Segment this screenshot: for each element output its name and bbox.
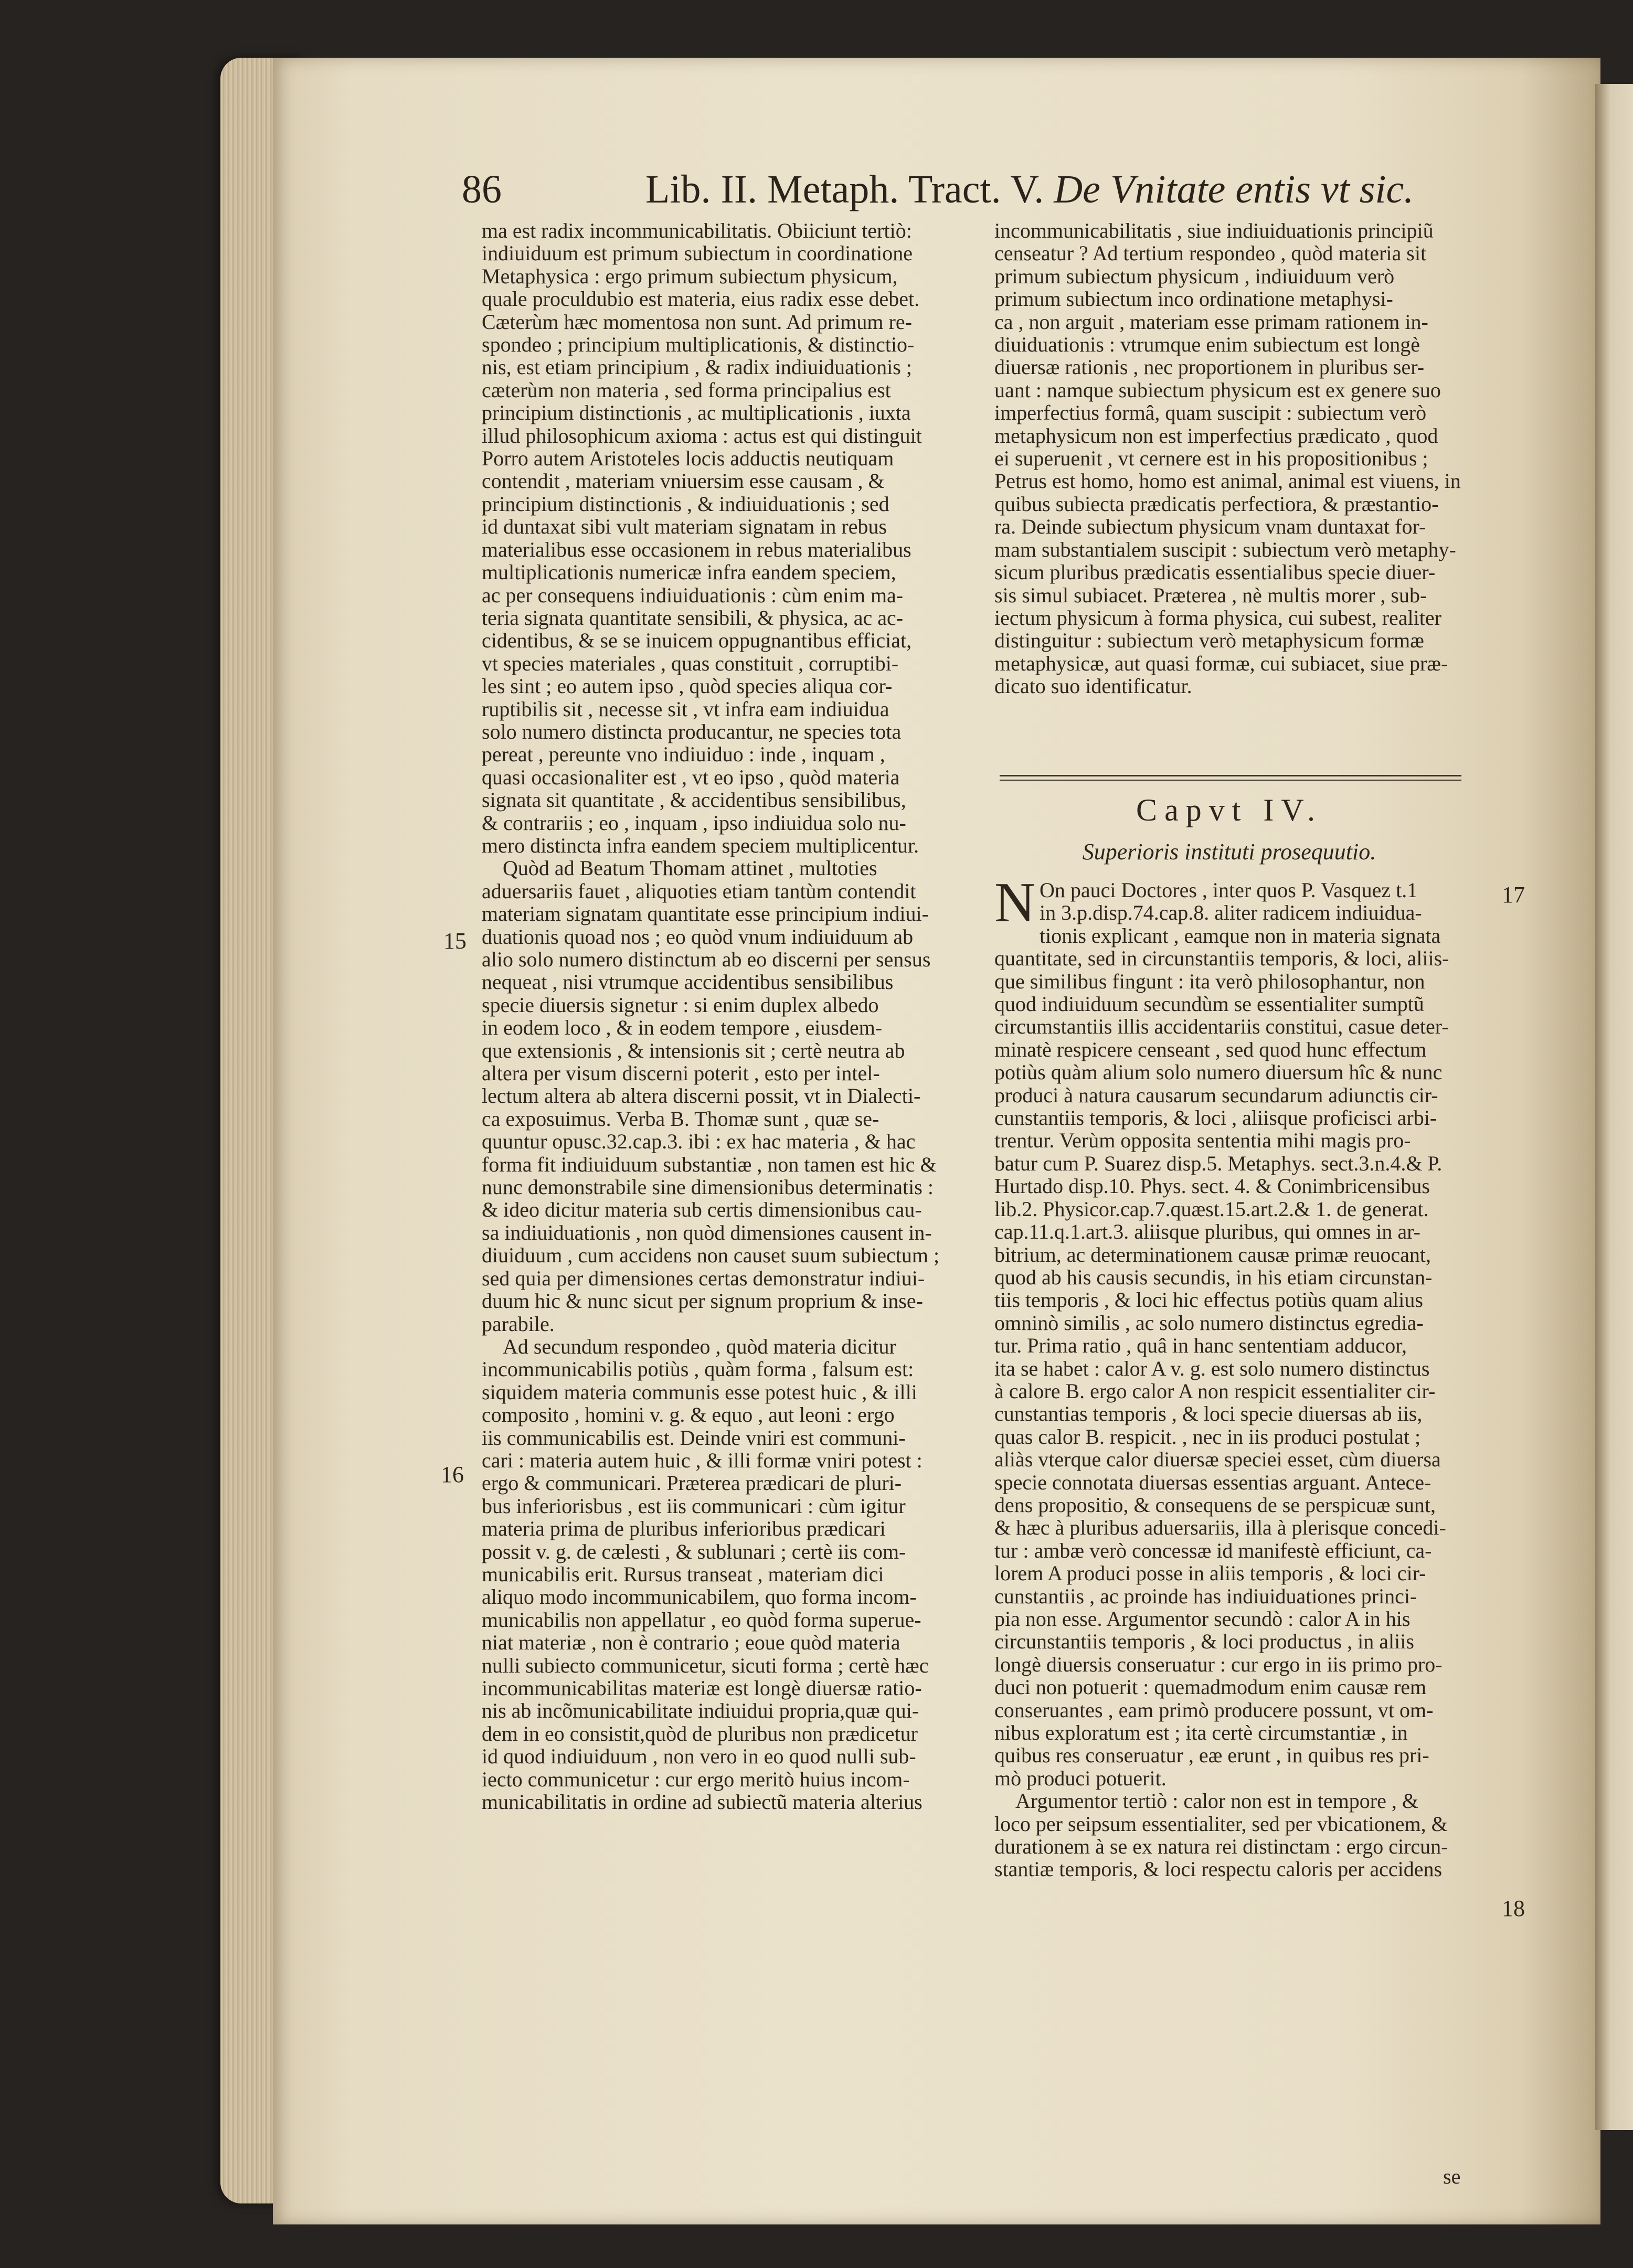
chapter-heading: Capvt IV. [1136, 793, 1322, 827]
paragraph-text: On pauci Doctores , inter quos P. Vasquez t.1 in 3.p.disp.74.cap.8. aliter radicem indiuidua- tionis explicant , eamque non in materia signata quantitate, sed in circunstantiis temporis, & loci, aliis- que similibus fingunt : ita verò philosophantur, non quod indiuiduum secundùm se essentialiter sumptũ circumstantiis illis accidentariis constitui, casue deter- minatè respicere censeant , sed quod hunc effectum potiùs quàm alium solo numero diuersum hîc & nunc produci à natura causarum secundarum adiunctis cir- cunstantiis temporis, & loci , aliisque proficisci arbi- trentur. Verùm opposita sententia mihi magis pro- batur cum P. Suarez disp.5. Metaphys. sect.3.n.4.& P. Hurtado disp.10. Phys. sect. 4. & Conimbricensibus lib.2. Physicor.cap.7.quæst.15.art.2.& 1. de generat. cap.11.q.1.art.3. aliisque pluribus, qui omnes in ar- bitrium, ac determinationem causæ primæ reuocant, quod ab his causis secundis, in his etiam circunstan- tiis temporis , & loci hic effectus potiùs quam alius omninò similis , ac solo numero distinctus egredia- tur. Prima ratio , quâ in hanc sententiam adducor, ita se habet : calor A v. g. est solo numero distinctus à calore B. ergo calor A non respicit essentialiter cir- cunstantias temporis , & loci specie diuersas ab iis, quas calor B. respicit. , nec in iis produci postulat ; aliàs vterque calor diuersæ speciei esset, cùm diuersa specie connotata diuersas essentias arguant. Antece- dens propositio, & consequens de se perspicuæ sunt, & hæc à pluribus aduersariis, illa à plerisque concedi- tur : ambæ verò concessæ id manifestè efficiunt, ca- lorem A produci posse in aliis temporis , & loci cir- cunstantiis , ac proinde has indiuiduationes princi- pia non esse. Argumentor secundò : calor A in his circunstantiis temporis , & loci productus , in aliis longè diuersis conseruatur : cur ergo in iis primo pro- duci non potuerit : quemadmodum enim causæ rem conseruantes , eam primò producere possunt, vt om- nibus exploratum est ; ita certè circumstantiæ , in quibus res conseruatur , eæ erunt , in quibus res pri- mò produci potuerit. [994, 878, 1449, 1790]
margin-number: 17 [1502, 882, 1525, 908]
right-text-column [994, 219, 1464, 698]
paragraph: Ad secundum respondeo , quòd materia dicitur incommunicabilis potiùs , quàm forma , falsum est: siquidem materia communis esse potest huic , & illi composito , homini v. g. & equo , aut leoni : ergo iis communicabilis est. Deinde vniri est communi- cari : materia autem huic , & illi formæ vniri potest : ergo & communicari. Præterea prædicari de pluri- bus inferiorisbus , est iis communicari : cùm igitur materia prima de pluribus inferioribus prædicari possit v. g. de cælesti , & sublunari ; certè iis com- municabilis erit. Rursus transeat , materiam dici aliquo modo incommunicabilem, quo forma incom- municabilis non appellatur , eo quòd forma superue- niat materiæ , non è contrario ; eoue quòd materia nulli subiecto communicetur, sicuti forma ; certè hæc incommunicabilitas materiæ est longè diuersæ ratio- nis ab incõmunicabilitate indiuidui propria,quæ qui- dem in eo consistit,quòd de pluribus non prædicetur id quod indiuiduum , non vero in eo quod nulli sub- iecto communicetur : cur ergo meritò huius incom- municabilitatis in ordine ad subiectũ materia alterius [482, 1334, 929, 1814]
chapter-body [994, 871, 1464, 1881]
page-number: 86 [462, 167, 502, 211]
paragraph: incommunicabilitatis , siue indiuiduationis principiũ censeatur ? Ad tertium respondeo , quòd materia sit primum subiectum physicum , indiuiduum verò primum subiectum inco ordinatione metaphysi- ca , non arguit , materiam esse primam rationem in- diuiduationis : vtrumque enim subiectum est longè diuersæ rationis , nec proportionem in pluribus ser- uant : namque subiectum physicum est ex genere suo imperfectius formâ, quam suscipit : subiectum verò metaphysicum non est imperfectius prædicato , quod ei superuenit , vt cernere est in his propositionibus ; Petrus est homo, homo est animal, animal est viuens, in quibus subiecta prædicatis perfectiora, & præstantio- ra. Deinde subiectum physicum vnam duntaxat for- mam substantialem suscipit : subiectum verò metaphy- sicum pluribus prædicatis essentialibus specie diuer- sis simul subiacet. Præterea , nè multis morer , sub- iectum physicum à forma physica, cui subest, realiter distinguitur : subiectum verò metaphysicum formæ metaphysicæ, aut quasi formæ, cui subiacet, siue præ- dicato suo identificatur. [994, 219, 1461, 698]
paragraph: Quòd ad Beatum Thomam attinet , multoties aduersariis fauet , aliquoties etiam tantùm contendit materiam signatam quantitate esse principium indiui- duationis quoad nos ; eo quòd vnum indiuiduum ab alio solo numero distinctum ab eo discerni per sensus nequeat , nisi vtrumque accidentibus sensibilibus specie diuersis signetur : si enim duplex albedo in eodem loco , & in eodem tempore , eiusdem- que extensionis , & intensionis sit ; certè neutra ab altera per visum discerni poterit , esto per intel- lectum altera ab altera discerni possit, vt in Dialecti- ca exposuimus. Verba B. Thomæ sunt , quæ se- quuntur opusc.32.cap.3. ibi : ex hac materia , & hac forma fit indiuiduum substantiæ , non tamen est hic & nunc demonstrabile sine dimensionibus determinatis : & ideo dicitur materia sub certis dimensionibus cau- sa indiuiduationis , non quòd dimensiones causent in- diuiduum , cum accidens non causet suum subiectum ; sed quia per dimensiones certas demonstratur indiui- duum hic & nunc sicut per signum proprium & inse- parabile. [482, 856, 940, 1336]
catchword: se [1443, 2165, 1461, 2188]
margin-number: 16 [441, 1462, 464, 1487]
running-title [645, 167, 1414, 212]
running-title-italic: De Vnitate entis vt sic. [1054, 167, 1414, 211]
margin-number: 18 [1502, 1896, 1525, 1921]
drop-cap: N [994, 871, 1035, 934]
paragraph: Argumentor tertiò : calor non est in tempore , & loco per seipsum essentialiter, sed per vbicationem, & durationem à se ex natura rei distinctam : ergo circun- stantiæ temporis, & loci respectu caloris per accidens [994, 1789, 1448, 1881]
left-text-column [482, 219, 954, 1813]
section-divider [1000, 775, 1461, 781]
running-title-roman: Lib. II. Metaph. Tract. V. [645, 167, 1044, 211]
running-head [0, 167, 1633, 225]
facing-page-edge [1595, 84, 1633, 2130]
paragraph [994, 871, 1464, 1790]
margin-number: 15 [443, 928, 466, 954]
chapter-subtitle: Superioris instituti prosequutio. [1082, 839, 1376, 865]
paragraph: ma est radix incommunicabilitatis. Obiiciunt tertiò: indiuiduum est primum subiectum in coordinatione Metaphysica : ergo primum subiectum physicum, quale proculdubio est materia, eius radix esse debet. Cæterùm hæc momentosa non sunt. Ad primum re- spondeo ; principium multiplicationis, & distinctio- nis, est etiam principium , & radix indiuiduationis ; cæterùm non materia , sed forma principalius est principium distinctionis , ac multiplicationis , iuxta illud philosophicum axioma : actus est qui distinguit Porro autem Aristoteles locis adductis neutiquam contendit , materiam vniuersim esse causam , & principium distinctionis , & indiuiduationis ; sed id duntaxat sibi vult materiam signatam in rebus materialibus esse occasionem in rebus materialibus multiplicationis numericæ infra eandem speciem, ac per consequens indiuiduationis : cùm enim ma- teria signata quantitate sensibili, & physica, ac ac- cidentibus, & se se inuicem oppugnantibus efficiat, vt species materiales , quas constituit , corruptibi- les sint ; eo autem ipso , quòd species aliqua cor- ruptibilis sit , necesse sit , vt infra eam indiuidua solo numero distincta producantur, ne species tota pereat , pereunte vno indiuiduo : inde , inquam , quasi occasionaliter est , vt eo ipso , quòd materia signata sit quantitate , & accidentibus sensibilibus, & contrariis ; eo , inquam , ipso indiuidua solo nu- mero distincta infra eandem speciem multiplicentur. [482, 219, 922, 857]
